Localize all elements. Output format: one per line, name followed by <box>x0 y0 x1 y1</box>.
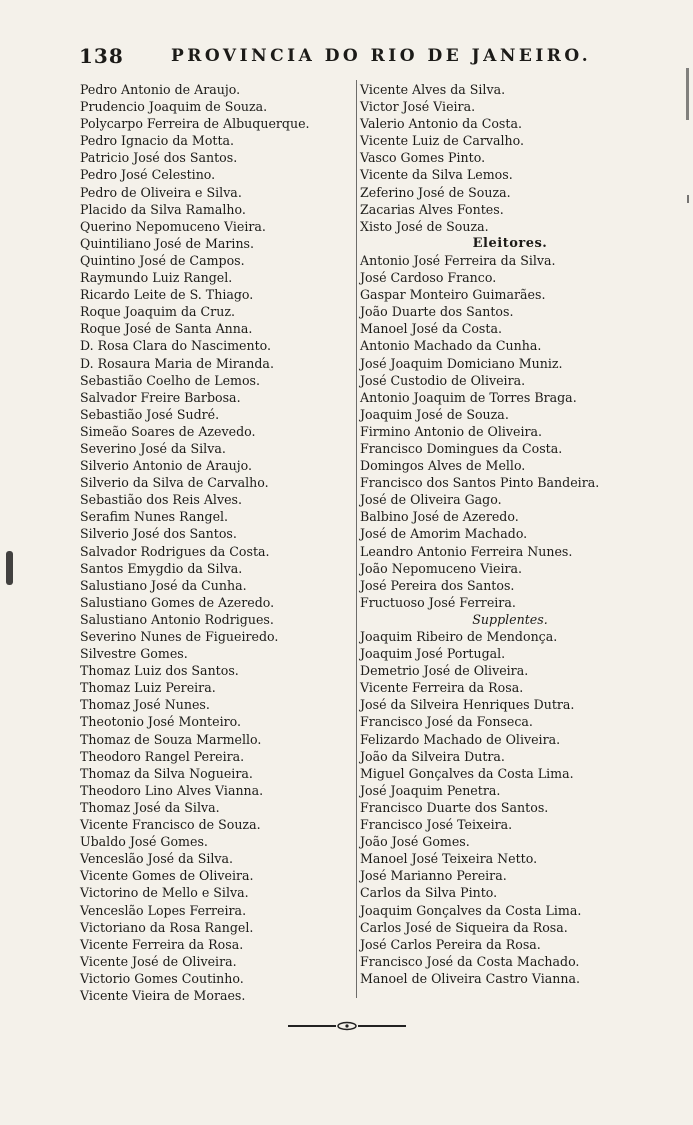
name-entry: José da Silveira Henriques Dutra. <box>360 697 575 713</box>
name-entry: Fructuoso José Ferreira. <box>360 594 516 610</box>
name-entry: Zacarias Alves Fontes. <box>360 201 504 217</box>
name-entry: Vicente Ferreira da Rosa. <box>360 680 524 696</box>
name-entry: Ubaldo José Gomes. <box>80 834 208 850</box>
name-entry: Vicente Gomes de Oliveira. <box>80 868 254 884</box>
name-entry: Venceslão José da Silva. <box>80 851 234 867</box>
name-entry: Thomaz José Nunes. <box>80 697 210 713</box>
supplentes-heading: Supplentes. <box>472 611 548 627</box>
name-entry: Thomaz da Silva Nogueira. <box>80 765 253 781</box>
name-entry: Antonio Machado da Cunha. <box>360 338 542 354</box>
name-entry: Antonio Joaquim de Torres Braga. <box>360 389 577 405</box>
name-entry: Joaquim José de Souza. <box>360 406 509 422</box>
name-entry: Gaspar Monteiro Guimarães. <box>360 287 546 303</box>
name-entry: Roque José de Santa Anna. <box>80 321 253 337</box>
name-entry: Ricardo Leite de S. Thiago. <box>80 287 254 303</box>
name-entry: Manoel José da Costa. <box>360 321 502 337</box>
name-entry: Raymundo Luiz Rangel. <box>80 270 233 286</box>
name-entry: Salustiano Gomes de Azeredo. <box>80 594 275 610</box>
name-entry: Miguel Gonçalves da Costa Lima. <box>360 765 574 781</box>
name-entry: Querino Nepomuceno Vieira. <box>80 218 266 234</box>
name-entry: Francisco José Teixeira. <box>360 817 513 833</box>
name-entry: Vicente Vieira de Moraes. <box>80 987 246 1003</box>
name-entry: Vicente Alves da Silva. <box>360 82 506 97</box>
name-entry: Francisco José da Fonseca. <box>360 714 533 730</box>
name-entry: Victorio Gomes Coutinho. <box>80 970 244 986</box>
name-entry: Vicente Ferreira da Rosa. <box>80 936 244 952</box>
name-entry: Manoel de Oliveira Castro Vianna. <box>360 970 581 986</box>
name-entry: José Joaquim Domiciano Muniz. <box>360 355 563 371</box>
name-entry: Thomaz José da Silva. <box>80 799 220 815</box>
name-entry: Vicente Francisco de Souza. <box>80 817 261 833</box>
name-entry: Felizardo Machado de Oliveira. <box>360 731 561 747</box>
name-entry: Santos Emygdio da Silva. <box>80 560 243 576</box>
name-entry: Roque Joaquim da Cruz. <box>80 304 235 320</box>
name-entry: José de Amorim Machado. <box>360 526 528 542</box>
name-entry: Victoriano da Rosa Rangel. <box>80 919 254 935</box>
name-entry: Sebastião José Sudré. <box>80 406 220 422</box>
name-entry: Vicente José de Oliveira. <box>80 953 237 969</box>
name-entry: José Pereira dos Santos. <box>360 577 515 593</box>
name-entry: Theodoro Lino Alves Vianna. <box>80 782 264 798</box>
page-header <box>79 44 592 70</box>
name-entry: Domingos Alves de Mello. <box>360 458 526 474</box>
name-entry: Victor José Vieira. <box>360 99 476 115</box>
name-entry: Leandro Antonio Ferreira Nunes. <box>360 543 573 559</box>
name-entry: Sebastião dos Reis Alves. <box>80 492 242 508</box>
name-entry: Joaquim Ribeiro de Mendonça. <box>360 629 558 644</box>
name-entry: Pedro Antonio de Araujo. <box>80 82 241 97</box>
name-entry: João Nepomuceno Vieira. <box>360 560 523 576</box>
name-entry: Carlos José de Siqueira da Rosa. <box>360 919 568 935</box>
name-entry: Balbino José de Azeredo. <box>360 509 519 525</box>
name-entry: Joaquim José Portugal. <box>360 646 506 662</box>
name-entry: Firmino Antonio de Oliveira. <box>360 423 543 439</box>
name-entry: Severino José da Silva. <box>80 440 226 456</box>
name-entry: Manoel José Teixeira Netto. <box>360 851 538 867</box>
end-ornament <box>288 1020 406 1032</box>
name-entry: Valerio Antonio da Costa. <box>360 116 522 132</box>
name-entry: Polycarpo Ferreira de Albuquerque. <box>80 116 310 132</box>
name-entry: Zeferino José de Souza. <box>360 184 511 200</box>
name-entry: Thomaz de Souza Marmello. <box>80 731 262 747</box>
name-entry: Vicente da Silva Lemos. <box>360 167 513 183</box>
name-entry: D. Rosa Clara do Nascimento. <box>80 338 272 354</box>
name-entry: Carlos da Silva Pinto. <box>360 885 498 901</box>
name-entry: José de Oliveira Gago. <box>360 492 502 508</box>
column-divider <box>356 80 357 998</box>
name-entry: Salvador Freire Barbosa. <box>80 389 241 405</box>
name-entry: Francisco Duarte dos Santos. <box>360 799 549 815</box>
name-entry: Victorino de Mello e Silva. <box>80 885 249 901</box>
name-entry: José Carlos Pereira da Rosa. <box>360 936 541 952</box>
name-entry: Quintiliano José de Marins. <box>80 235 255 251</box>
name-entry: Quintino José de Campos. <box>80 252 245 268</box>
name-entry: Silverio José dos Santos. <box>80 526 237 542</box>
name-entry: Venceslão Lopes Ferreira. <box>80 902 247 918</box>
left-column-list <box>80 81 352 1004</box>
name-entry: Pedro de Oliveira e Silva. <box>80 184 242 200</box>
name-entry: João José Gomes. <box>360 834 470 850</box>
name-entry: Xisto José de Souza. <box>360 218 489 234</box>
name-entry: Theodoro Rangel Pereira. <box>80 748 245 764</box>
name-entry: D. Rosaura Maria de Miranda. <box>80 355 274 371</box>
edge-mark-right <box>686 68 689 120</box>
name-entry: Severino Nunes de Figueiredo. <box>80 629 279 644</box>
name-entry: João da Silveira Dutra. <box>360 748 505 764</box>
name-entry: Salustiano Antonio Rodrigues. <box>80 611 274 627</box>
name-entry: José Custodio de Oliveira. <box>360 372 526 388</box>
name-entry: Francisco José da Costa Machado. <box>360 953 580 969</box>
page-title: PROVINCIA DO RIO DE JANEIRO. <box>171 46 592 66</box>
name-entry: Vasco Gomes Pinto. <box>360 150 486 166</box>
name-entry: Pedro José Celestino. <box>80 167 216 183</box>
name-entry: Joaquim Gonçalves da Costa Lima. <box>360 902 582 918</box>
edge-mark-right-small <box>687 195 689 203</box>
name-entry: José Joaquim Penetra. <box>360 782 501 798</box>
name-entry: Placido da Silva Ramalho. <box>80 201 246 217</box>
name-entry: Theotonio José Monteiro. <box>80 714 241 730</box>
name-entry: Pedro Ignacio da Motta. <box>80 133 235 149</box>
eleitores-group <box>360 252 660 611</box>
name-entry: Salustiano José da Cunha. <box>80 577 247 593</box>
name-entry: Silverio da Silva de Carvalho. <box>80 475 269 491</box>
name-entry: João Duarte dos Santos. <box>360 304 514 320</box>
name-entry: Vicente Luiz de Carvalho. <box>360 133 524 149</box>
name-entry: Serafim Nunes Rangel. <box>80 509 229 525</box>
name-entry: Silverio Antonio de Araujo. <box>80 458 252 474</box>
name-entry: Francisco dos Santos Pinto Bandeira. <box>360 475 600 491</box>
eleitores-heading: Eleitores. <box>472 235 548 251</box>
name-entry: Silvestre Gomes. <box>80 646 188 662</box>
name-entry: Antonio José Ferreira da Silva. <box>360 252 556 268</box>
page-number: 138 <box>79 44 124 68</box>
name-entry: José Marianno Pereira. <box>360 868 507 884</box>
name-entry: Patricio José dos Santos. <box>80 150 238 166</box>
right-names-group <box>360 81 660 235</box>
name-entry: Thomaz Luiz dos Santos. <box>80 663 239 679</box>
name-entry: Simeão Soares de Azevedo. <box>80 423 256 439</box>
name-entry: Demetrio José de Oliveira. <box>360 663 529 679</box>
name-entry: Sebastião Coelho de Lemos. <box>80 372 261 388</box>
name-entry: Prudencio Joaquim de Souza. <box>80 99 268 115</box>
name-entry: Francisco Domingues da Costa. <box>360 440 563 456</box>
name-entry: Thomaz Luiz Pereira. <box>80 680 216 696</box>
name-entry: José Cardoso Franco. <box>360 270 497 286</box>
binding-mark-left <box>6 551 13 585</box>
supplentes-group <box>360 628 660 987</box>
name-entry: Salvador Rodrigues da Costa. <box>80 543 270 559</box>
right-column-list <box>360 81 660 987</box>
